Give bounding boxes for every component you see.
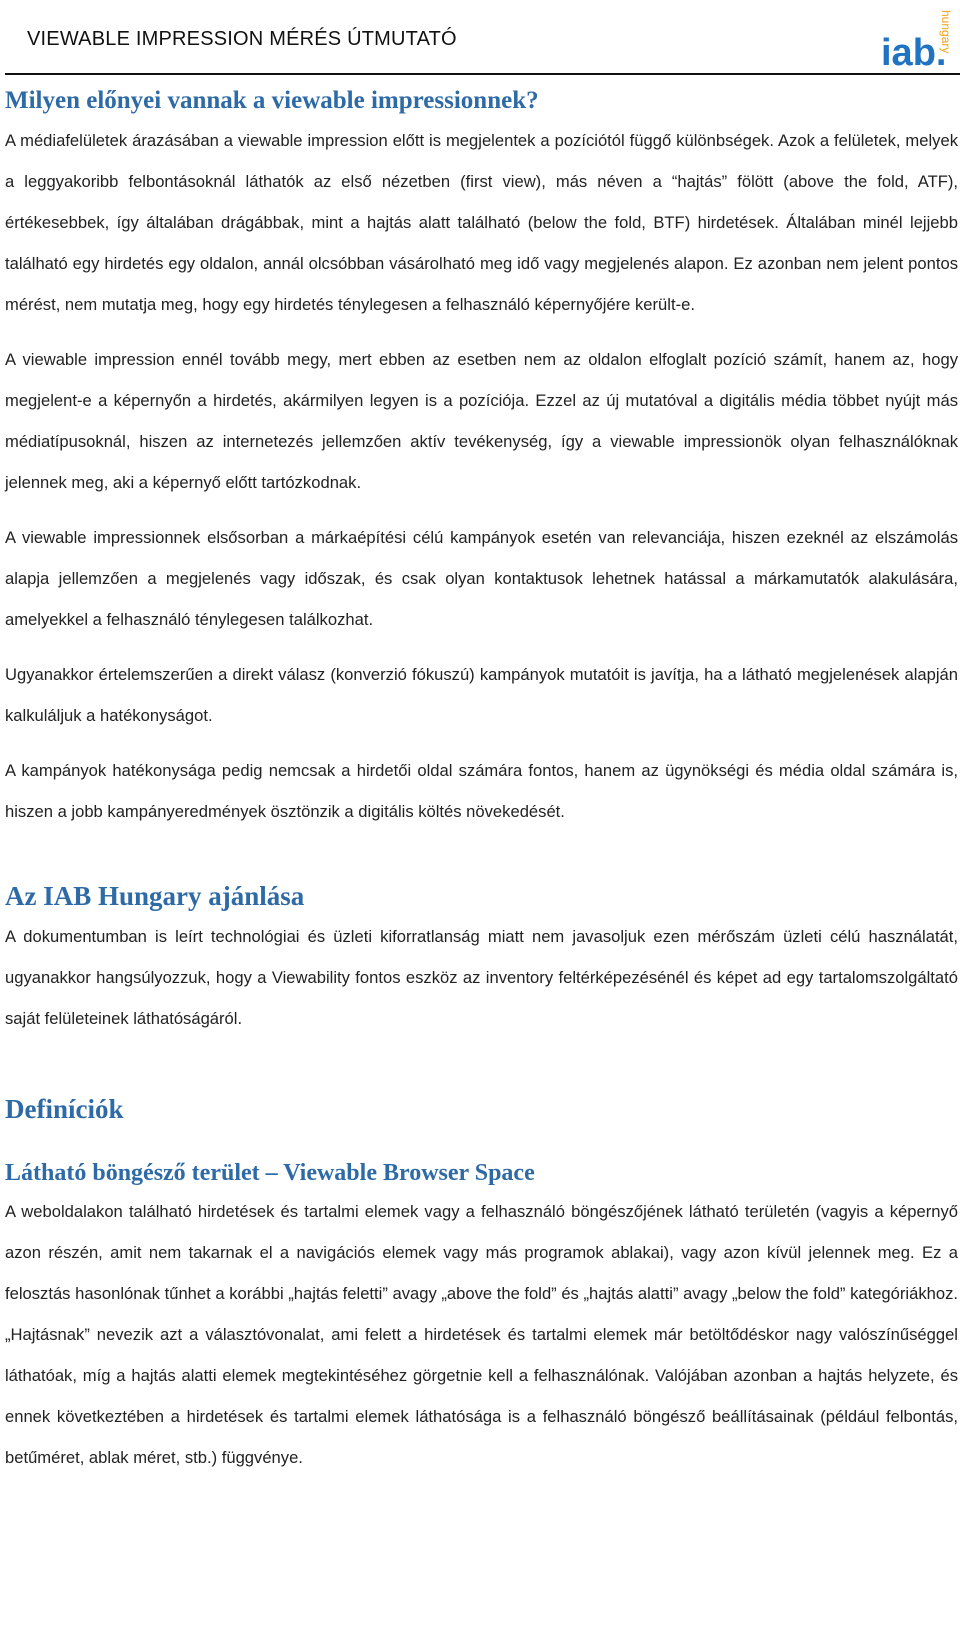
section-heading-definitions: Definíciók	[5, 1094, 124, 1124]
paragraph: A dokumentumban is leírt technológiai és üzleti kiforratlanság miatt nem javasoljuk ezen mérőszám üzleti célú használatát, ugyanakkor hangsúlyozzuk, hogy a Viewability fontos eszköz az inventory feltérképezésénél és képet ad egy tartalomszolgáltató saját felületeinek láthatóságáról.	[5, 927, 958, 1028]
paragraph: A kampányok hatékonysága pedig nemcsak a hirdetői oldal számára fontos, hanem az ügynökségi és média oldal számára is, hiszen a jobb kampányeredmények ösztönzik a digitális költés növekedését.	[5, 761, 958, 821]
paragraph: A weboldalakon található hirdetések és tartalmi elemek vagy a felhasználó böngészőjének látható területén (vagyis a képernyő azon részén, amit nem takarnak el a navigációs elemek vagy más programok ablakai), vagy azon kívül jelennek meg. Ez a felosztás hasonlónak tűnhet a korábbi „hajtás feletti” avagy „above the fold” és „hajtás alatti” avagy „below the fold” kategóriákhoz. „Hajtásnak” nevezik azt a választóvonalat, ami felett a hirdetések és tartalmi elemek már betöltődéskor nagy valószínűséggel láthatóak, míg a hajtás alatti elemek megtekintéséhez görgetnie kell a felhasználónak. Valójában azonban a hajtás helyzete, és ennek következtében a hirdetések és tartalmi elemek láthatósága is a felhasználó böngésző beállításainak (például felbontás, betűméret, ablak méret, stb.) függvénye.	[5, 1202, 958, 1467]
document-title: VIEWABLE IMPRESSION MÉRÉS ÚTMUTATÓ	[27, 28, 457, 50]
logo-hungary-text: hungary	[939, 10, 953, 54]
logo-iab-text: iab.	[881, 32, 947, 72]
paragraph: Ugyanakkor értelemszerűen a direkt válasz (konverzió fókuszú) kampányok mutatóit is javítja, ha a látható megjelenések alapján kalkuláljuk a hatékonyságot.	[5, 665, 958, 725]
paragraph: A médiafelületek árazásában a viewable impression előtt is megjelentek a pozíciótól függő különbségek. Azok a felületek, melyek a leggyakoribb felbontásoknál láthatók az első nézetben (first view), más néven a “hajtás” fölött (above the fold, ATF), értékesebbek, így általában drágábbak, mint a hajtás alatt található (below the fold, BTF) hirdetések. Általában minél lejjebb található egy hirdetés egy oldalon, annál olcsóbban vásárolható meg idő vagy megjelenés alapon. Ez azonban nem jelent pontos mérést, nem mutatja meg, hogy egy hirdetés ténylegesen a felhasználó képernyőjére került-e.	[5, 131, 958, 314]
paragraph: A viewable impression ennél tovább megy, mert ebben az esetben nem az oldalon elfoglalt pozíció számít, hanem az, hogy megjelent-e a képernyőn a hirdetés, akármilyen legyen is a pozíciója. Ezzel az új mutatóval a digitális média többet nyújt más médiatípusoknál, hiszen az internetezés jellemzően aktív tevékenység, így a viewable impressionök olyan felhasználóknak jelennek meg, aki a képernyő előtt tartózkodnak.	[5, 350, 958, 492]
subsection-heading-viewable-browser-space: Látható böngésző terület – Viewable Browser Space	[5, 1160, 535, 1186]
section-heading-iab-recommendation: Az IAB Hungary ajánlása	[5, 881, 305, 911]
document-body	[5, 82, 958, 1478]
iab-hungary-logo	[878, 4, 958, 72]
paragraph: A viewable impressionnek elsősorban a márkaépítési célú kampányok esetén van relevanciája, hiszen ezeknél az elszámolás alapja jellemzően a megjelenés vagy időszak, és csak olyan kontaktusok lehetnek hatással a márkamutatók alakulására, amelyekkel a felhasználó ténylegesen találkozhat.	[5, 528, 958, 629]
header-divider	[5, 73, 960, 75]
section-heading-benefits: Milyen előnyei vannak a viewable impressionnek?	[5, 87, 539, 114]
page-header	[0, 0, 960, 76]
